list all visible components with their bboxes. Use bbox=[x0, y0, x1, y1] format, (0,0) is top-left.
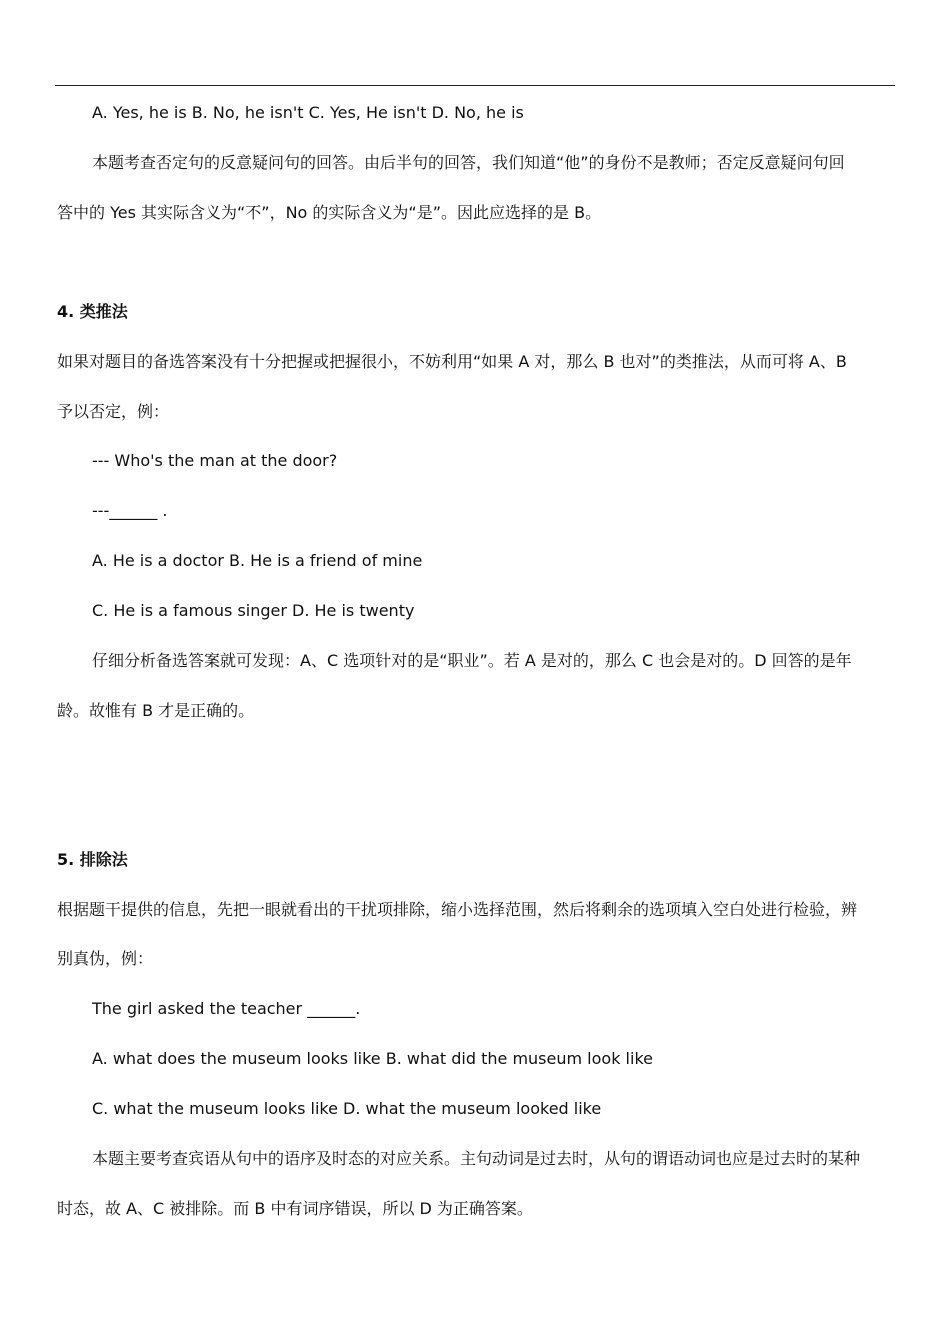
section5-intro-line2: 别真伪，例： bbox=[57, 949, 154, 968]
section3-options: A. Yes, he is B. No, he isn't C. Yes, He isn't D. No, he is bbox=[92, 103, 524, 122]
section3-explanation-line1: 本题考查否定句的反意疑问句的回答。由后半句的回答，我们知道“他”的身份不是教师；否定反意疑问句回 bbox=[92, 153, 845, 172]
section5-options-line1: A. what does the museum looks like B. what did the museum look like bbox=[92, 1049, 653, 1068]
section4-options-line1: A. He is a doctor B. He is a friend of mine bbox=[92, 551, 423, 570]
section4-explanation-line1: 仔细分析备选答案就可发现：A、C 选项针对的是“职业”。若 A 是对的，那么 C 也会是对的。D 回答的是年 bbox=[92, 651, 852, 670]
section5-heading: 5. 排除法 bbox=[57, 850, 128, 869]
section5-explanation-line1: 本题主要考查宾语从句中的语序及时态的对应关系。主句动词是过去时，从句的谓语动词也应是过去时的某种 bbox=[92, 1149, 861, 1168]
section5-explanation-line2: 时态，故 A、C 被排除。而 B 中有词序错误，所以 D 为正确答案。 bbox=[57, 1199, 533, 1218]
section5-intro-line1: 根据题干提供的信息，先把一眼就看出的干扰项排除，缩小选择范围，然后将剩余的选项填入空白处进行检验，辨 bbox=[57, 900, 858, 919]
section4-answer-blank: ---______ . bbox=[92, 501, 168, 520]
section5-options-line2: C. what the museum looks like D. what the museum looked like bbox=[92, 1099, 602, 1118]
section4-explanation-line2: 龄。故惟有 B 才是正确的。 bbox=[57, 701, 255, 720]
section4-intro-line2: 予以否定，例： bbox=[57, 402, 170, 421]
section4-intro-line1: 如果对题目的备选答案没有十分把握或把握很小，不妨利用“如果 A 对，那么 B 也对”的类推法，从而可将 A、B bbox=[57, 352, 847, 371]
section4-question: --- Who's the man at the door? bbox=[92, 451, 338, 470]
section4-options-line2: C. He is a famous singer D. He is twenty bbox=[92, 601, 415, 620]
section4-heading: 4. 类推法 bbox=[57, 302, 128, 321]
section3-explanation-line2: 答中的 Yes 其实际含义为“不”，No 的实际含义为“是”。因此应选择的是 B。 bbox=[57, 203, 602, 222]
section5-question: The girl asked the teacher ______. bbox=[92, 999, 361, 1018]
header-rule bbox=[55, 85, 895, 86]
